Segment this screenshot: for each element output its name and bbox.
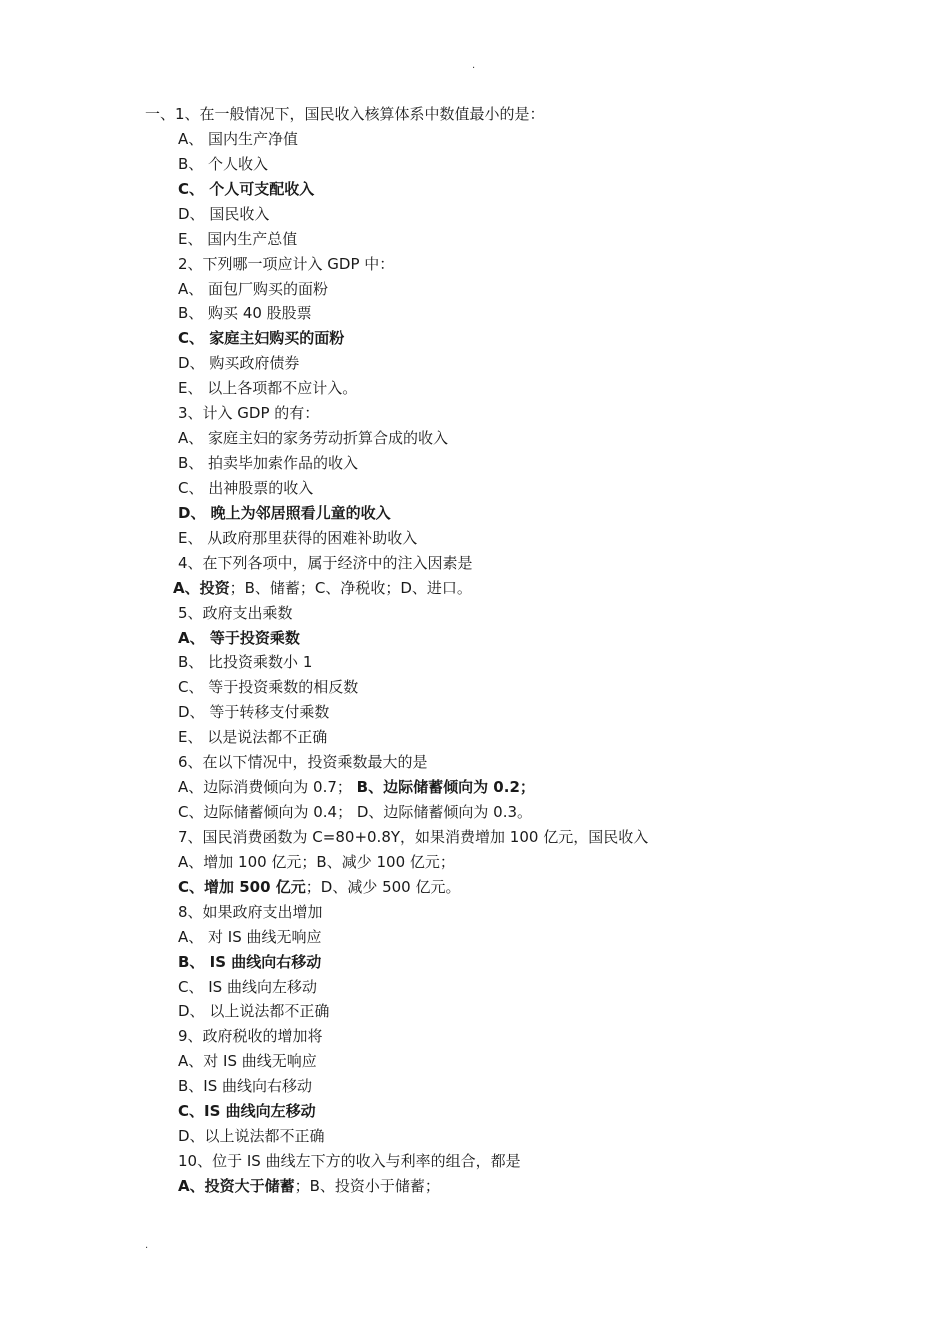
text-line — [178, 301, 312, 326]
line-text: D、 购买政府债券 — [178, 354, 300, 373]
text-line — [145, 102, 545, 127]
line-text: E、 以是说法都不正确 — [178, 728, 328, 747]
answer-text: D、 晚上为邻居照看儿童的收入 — [178, 503, 391, 522]
line-text: E、 从政府那里获得的困难补助收入 — [178, 528, 418, 547]
answer-text: B、 IS 曲线向右移动 — [178, 952, 322, 971]
line-text: B、 比投资乘数小 1 — [178, 653, 313, 672]
text-line — [178, 999, 329, 1024]
text-line — [178, 950, 321, 975]
line-text: E、 以上各项都不应计入。 — [178, 379, 358, 398]
text-line — [178, 227, 297, 252]
answer-text: B、边际储蓄倾向为 0.2； — [356, 778, 535, 797]
text-line — [178, 650, 312, 675]
text-line — [178, 1174, 440, 1199]
answer-text: C、增加 500 亿元 — [178, 877, 306, 896]
line-text: B、 购买 40 股股票 — [178, 304, 312, 323]
text-line — [178, 1149, 521, 1174]
line-text: 一、1、在一般情况下，国民收入核算体系中数值最小的是： — [145, 105, 545, 123]
text-line — [178, 975, 317, 1000]
text-line — [178, 725, 327, 750]
text-line — [178, 825, 648, 850]
line-text: E、 国内生产总值 — [178, 229, 298, 248]
text-line — [178, 177, 314, 202]
text-line — [178, 202, 269, 227]
line-text: C、 IS 曲线向左移动 — [178, 977, 317, 996]
line-text: ；B、储蓄；C、净税收；D、进口。 — [229, 578, 472, 597]
text-line — [178, 750, 428, 775]
line-text: B、IS 曲线向右移动 — [178, 1077, 313, 1096]
text-line — [178, 127, 298, 152]
text-line — [178, 1024, 323, 1049]
line-text: B、 拍卖毕加索作品的收入 — [178, 454, 359, 473]
text-line — [178, 1049, 317, 1074]
text-line — [178, 1099, 316, 1124]
text-line — [178, 800, 532, 825]
line-text: 8、如果政府支出增加 — [178, 902, 323, 921]
line-text: 4、在下列各项中，属于经济中的注入因素是 — [178, 553, 473, 572]
line-text: D、 国民收入 — [178, 204, 270, 223]
text-line — [178, 626, 300, 651]
answer-text: A、投资大于储蓄 — [178, 1176, 295, 1195]
text-line — [178, 775, 535, 800]
text-line — [178, 476, 313, 501]
line-text: A、 家庭主妇的家务劳动折算合成的收入 — [178, 429, 449, 448]
text-line — [178, 277, 328, 302]
text-line — [178, 850, 455, 875]
footer-mark: . — [145, 1240, 149, 1251]
line-text: C、 出神股票的收入 — [178, 478, 314, 497]
line-text: A、 对 IS 曲线无响应 — [178, 927, 322, 946]
line-text: 9、政府税收的增加将 — [178, 1027, 323, 1046]
line-text: C、边际储蓄倾向为 0.4； D、边际储蓄倾向为 0.3。 — [178, 803, 533, 822]
text-line — [178, 1124, 325, 1149]
text-line — [178, 875, 460, 900]
line-text: D、以上说法都不正确 — [178, 1127, 325, 1146]
text-line — [173, 576, 472, 601]
line-text: D、 等于转移支付乘数 — [178, 703, 330, 722]
line-text: 3、计入 GDP 的有： — [178, 404, 320, 423]
line-text: D、 以上说法都不正确 — [178, 1002, 330, 1021]
text-line — [178, 326, 344, 351]
answer-text: A、 等于投资乘数 — [178, 628, 300, 647]
line-text: ；D、减少 500 亿元。 — [305, 877, 461, 896]
answer-text: C、IS 曲线向左移动 — [178, 1102, 316, 1121]
text-line — [178, 401, 319, 426]
text-line — [178, 700, 329, 725]
text-line — [178, 252, 394, 277]
line-text: 10、位于 IS 曲线左下方的收入与利率的组合，都是 — [178, 1152, 521, 1171]
line-text: A、增加 100 亿元；B、减少 100 亿元； — [178, 852, 455, 871]
line-text: 5、政府支出乘数 — [178, 603, 293, 622]
line-text: 2、下列哪一项应计入 GDP 中： — [178, 254, 395, 273]
line-text: A、对 IS 曲线无响应 — [178, 1052, 317, 1071]
text-line — [178, 376, 357, 401]
text-line — [178, 925, 322, 950]
line-text: A、 国内生产净值 — [178, 129, 299, 148]
text-line — [178, 551, 473, 576]
line-text: A、 面包厂购买的面粉 — [178, 279, 329, 298]
text-line — [178, 675, 358, 700]
text-line — [178, 601, 293, 626]
text-line — [178, 426, 448, 451]
line-text: C、 等于投资乘数的相反数 — [178, 678, 359, 697]
text-line — [178, 501, 391, 526]
line-text: A、边际消费倾向为 0.7； — [178, 778, 357, 797]
text-line — [178, 152, 268, 177]
answer-text: C、 家庭主妇购买的面粉 — [178, 329, 345, 348]
answer-text: C、 个人可支配收入 — [178, 179, 315, 198]
header-mark: . — [472, 60, 476, 71]
line-text: 6、在以下情况中，投资乘数最大的是 — [178, 753, 428, 772]
answer-text: A、投资 — [173, 578, 230, 597]
text-line — [178, 1074, 312, 1099]
line-text: ；B、投资小于储蓄； — [294, 1176, 440, 1195]
text-line — [178, 351, 299, 376]
line-text: 7、国民消费函数为 C=80+0.8Y，如果消费增加 100 亿元，国民收入 — [178, 827, 649, 846]
line-text: B、 个人收入 — [178, 154, 269, 173]
text-line — [178, 451, 358, 476]
text-line — [178, 900, 323, 925]
text-line — [178, 526, 417, 551]
